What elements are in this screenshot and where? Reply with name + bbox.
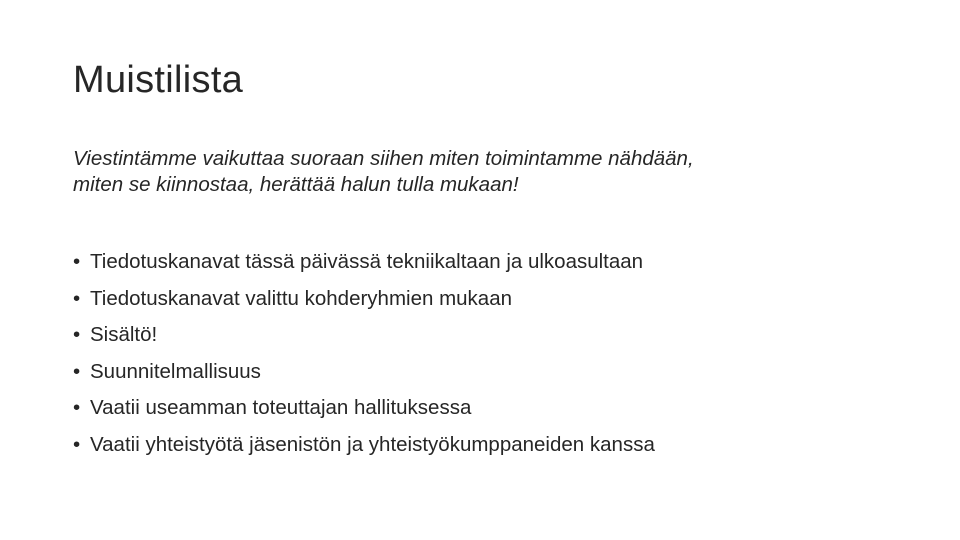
intro-text [73,146,893,198]
bullet-text: Sisältö! [90,323,158,346]
bullet-text: Vaatii yhteistyötä jäsenistön ja yhteistyökumppaneiden kanssa [90,432,655,456]
bullet-icon: • [73,359,81,383]
bullet-list [73,244,655,463]
bullet-text: Tiedotuskanavat tässä päivässä tekniikaltaan ja ulkoasultaan [90,250,644,273]
bullet-icon: • [73,432,81,456]
bullet-text: Suunnitelmallisuus [90,359,261,383]
bullet-item [73,281,655,318]
bullet-item [73,354,655,391]
intro-line: miten se kiinnostaa, herättää halun tulla mukaan! [73,173,519,196]
bullet-item [73,390,655,427]
bullet-icon: • [73,396,81,419]
intro-line: Viestintämme vaikuttaa suoraan siihen miten toimintamme nähdään, [73,147,694,170]
bullet-icon: • [73,323,81,346]
bullet-item [73,427,655,464]
bullet-icon: • [73,286,81,310]
slide-title: Muistilista [73,59,244,101]
bullet-item [73,244,655,281]
bullet-text: Vaatii useamman toteuttajan hallituksessa [90,396,472,419]
bullet-text: Tiedotuskanavat valittu kohderyhmien mukaan [90,286,513,310]
bullet-icon: • [73,250,81,273]
bullet-item [73,317,655,354]
